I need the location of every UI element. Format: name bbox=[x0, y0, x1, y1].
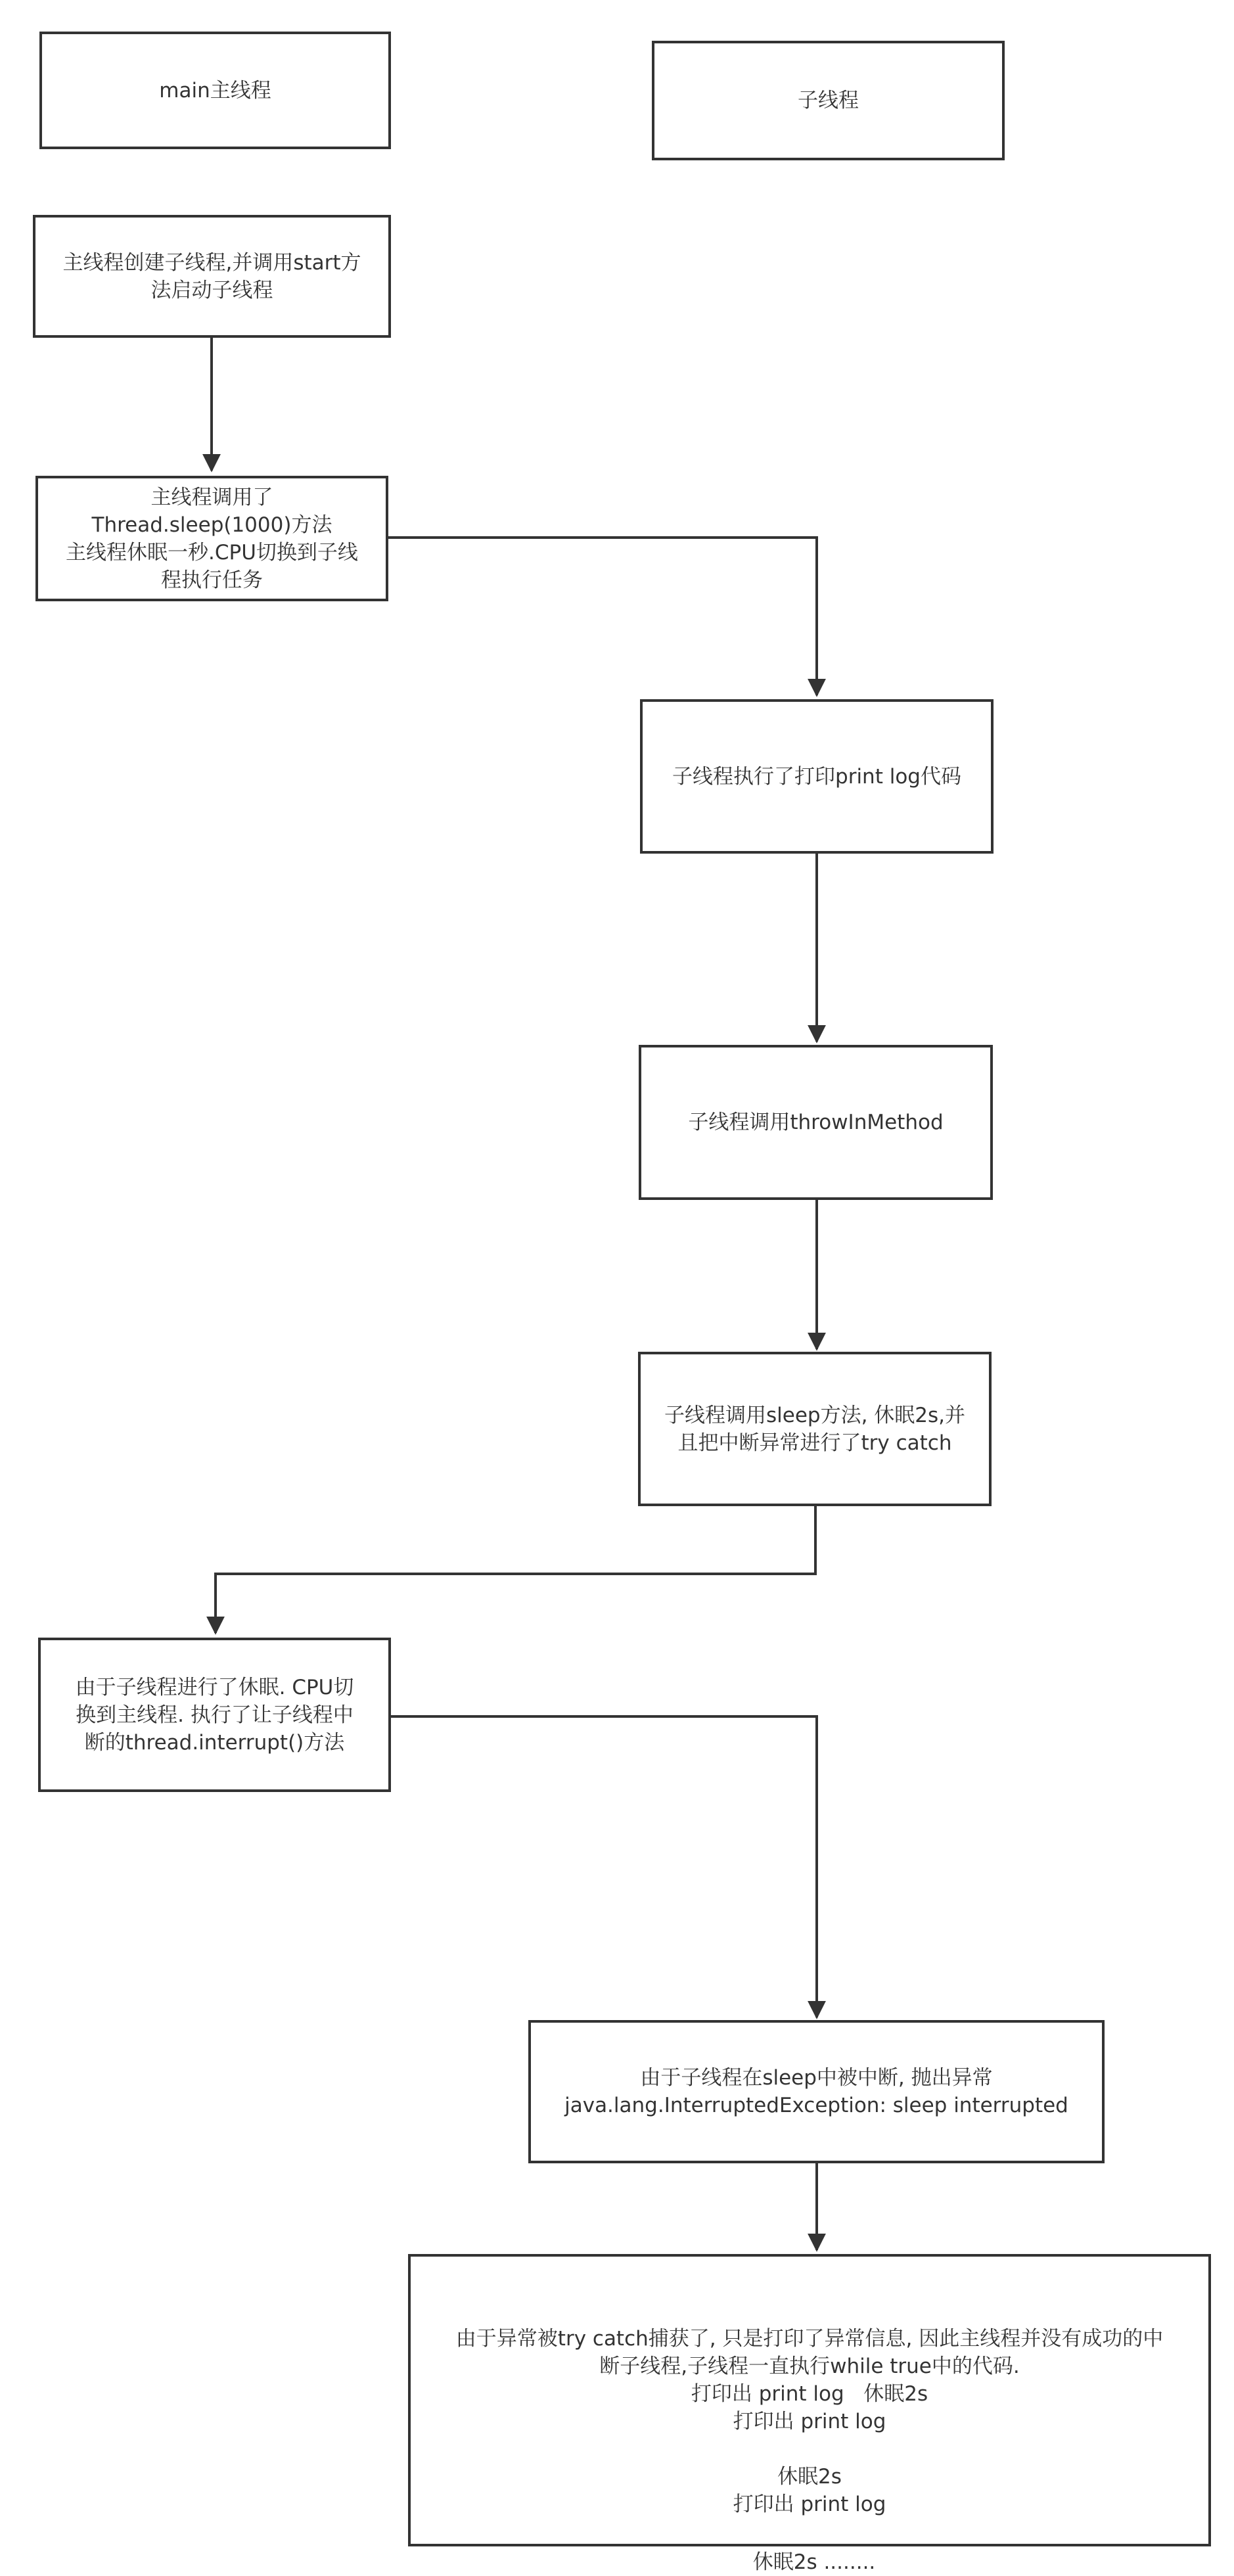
arrow-interrupt-to-exception bbox=[390, 1716, 817, 2017]
node-text-line: 子线程调用sleep方法, 休眠2s,并 bbox=[664, 1403, 966, 1427]
node-text-line: 打印出 print log bbox=[733, 2410, 886, 2433]
main-sleep-box bbox=[35, 476, 388, 601]
node-text-line: 断的thread.interrupt()方法 bbox=[84, 1730, 345, 1755]
node-text-line: 主线程休眠一秒.CPU切换到子线 bbox=[66, 540, 358, 564]
node-text-line: 程执行任务 bbox=[161, 568, 263, 592]
arrow-sleep-catch-to-interrupt bbox=[216, 1505, 815, 1633]
child-interrupted-exception-box bbox=[528, 2020, 1105, 2163]
child-print-log-box bbox=[640, 699, 994, 854]
node-text-line: 主线程创建子线程,并调用start方 bbox=[62, 250, 361, 275]
node-text-line: 法启动子线程 bbox=[150, 278, 273, 302]
node-text-line: Thread.sleep(1000)方法 bbox=[91, 513, 332, 537]
node-text-line: 打印出 print log bbox=[733, 2493, 886, 2516]
child-thread-header-box bbox=[652, 41, 1005, 160]
node-text-line: 打印出 print log 休眠2s bbox=[691, 2382, 928, 2406]
node-text-line: main主线程 bbox=[159, 78, 271, 103]
node-text-line: 换到主线程. 执行了让子线程中 bbox=[76, 1703, 354, 1727]
node-text-line: 子线程调用throwInMethod bbox=[688, 1111, 944, 1134]
node-text-line: 断子线程,子线程一直执行while true中的代码. bbox=[599, 2355, 1020, 2378]
node-text-line: 由于异常被try catch捕获了, 只是打印了异常信息, 因此主线程并没有成功的中 bbox=[455, 2327, 1164, 2351]
main-thread-header-box bbox=[39, 32, 391, 149]
arrow-sleep-to-print-log bbox=[386, 538, 817, 695]
node-text-line: 子线程 bbox=[798, 89, 859, 112]
main-interrupt-box bbox=[38, 1638, 391, 1792]
node-text-line: 休眠2s bbox=[777, 2465, 842, 2489]
child-loop-continues-box bbox=[408, 2254, 1211, 2546]
node-text-line: 子线程执行了打印print log代码 bbox=[672, 764, 961, 789]
node-text-line bbox=[806, 2435, 813, 2463]
trailing-sleep-text: 休眠2s ........ bbox=[752, 2550, 876, 2574]
node-text-line: 由于子线程进行了休眠. CPU切 bbox=[75, 1675, 354, 1699]
child-sleep-catch-box bbox=[638, 1352, 992, 1506]
node-text-line: java.lang.InterruptedException: sleep interrupted bbox=[564, 2094, 1068, 2117]
node-text-line: 主线程调用了 bbox=[150, 485, 273, 509]
node-text-line: 且把中断异常进行了try catch bbox=[677, 1431, 952, 1455]
node-text-line: 由于子线程在sleep中被中断, 抛出异常 bbox=[640, 2066, 993, 2090]
main-create-child-box bbox=[33, 215, 391, 338]
child-call-throw-box bbox=[639, 1045, 993, 1200]
